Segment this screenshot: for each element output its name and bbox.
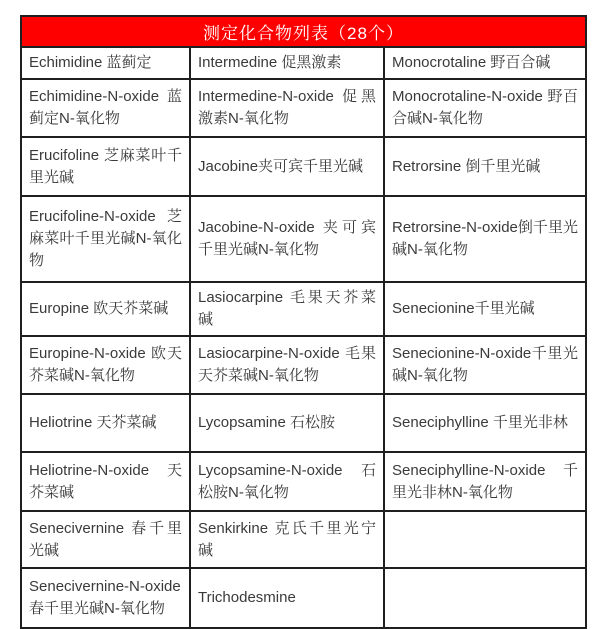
table-cell: Erucifoline 芝麻菜叶千里光碱 bbox=[21, 137, 190, 196]
table-cell: Senecionine-N-oxide千里光碱N-氧化物 bbox=[384, 336, 586, 394]
table-cell: Intermedine-N-oxide 促黑激素N-氧化物 bbox=[190, 79, 384, 137]
table-cell: Echimidine 蓝蓟定 bbox=[21, 47, 190, 79]
table-cell: Retrorsine-N-oxide倒千里光碱N-氧化物 bbox=[384, 196, 586, 282]
table-row bbox=[21, 137, 586, 196]
table-cell: Echimidine-N-oxide 蓝蓟定N-氧化物 bbox=[21, 79, 190, 137]
table-cell: Senecivernine 春千里光碱 bbox=[21, 511, 190, 568]
table-cell: Lasiocarpine-N-oxide 毛果天芥菜碱N-氧化物 bbox=[190, 336, 384, 394]
table-row bbox=[21, 511, 586, 568]
table-cell bbox=[384, 511, 586, 568]
table-cell: Seneciphylline 千里光非林 bbox=[384, 394, 586, 452]
table-cell: Monocrotaline 野百合碱 bbox=[384, 47, 586, 79]
table-cell: Retrorsine 倒千里光碱 bbox=[384, 137, 586, 196]
table-body bbox=[21, 47, 586, 628]
table-row bbox=[21, 79, 586, 137]
table-cell: Trichodesmine bbox=[190, 568, 384, 628]
table-row bbox=[21, 452, 586, 511]
table-cell: Intermedine 促黑激素 bbox=[190, 47, 384, 79]
table-cell: Jacobine夹可宾千里光碱 bbox=[190, 137, 384, 196]
table-cell: Lasiocarpine 毛果天芥菜碱 bbox=[190, 282, 384, 336]
table-cell: Senecionine千里光碱 bbox=[384, 282, 586, 336]
table-header-row bbox=[21, 16, 586, 47]
table-row bbox=[21, 282, 586, 336]
table-row bbox=[21, 568, 586, 628]
table-cell: Lycopsamine 石松胺 bbox=[190, 394, 384, 452]
table-cell: Heliotrine-N-oxide 天芥菜碱 bbox=[21, 452, 190, 511]
table-cell: Monocrotaline-N-oxide 野百合碱N-氧化物 bbox=[384, 79, 586, 137]
table-cell: Europine-N-oxide 欧天芥菜碱N-氧化物 bbox=[21, 336, 190, 394]
table-row bbox=[21, 196, 586, 282]
table-cell: Heliotrine 天芥菜碱 bbox=[21, 394, 190, 452]
table-row bbox=[21, 336, 586, 394]
table-title: 测定化合物列表（28个） bbox=[21, 16, 586, 47]
compound-table bbox=[20, 15, 587, 629]
table-cell: Senecivernine-N-oxide 春千里光碱N-氧化物 bbox=[21, 568, 190, 628]
table-row bbox=[21, 394, 586, 452]
table-cell: Jacobine-N-oxide 夹可宾千里光碱N-氧化物 bbox=[190, 196, 384, 282]
table-row bbox=[21, 47, 586, 79]
table-cell: Lycopsamine-N-oxide 石松胺N-氧化物 bbox=[190, 452, 384, 511]
table-cell: Erucifoline-N-oxide 芝麻菜叶千里光碱N-氧化物 bbox=[21, 196, 190, 282]
table-cell: Seneciphylline-N-oxide 千里光非林N-氧化物 bbox=[384, 452, 586, 511]
table-cell: Europine 欧天芥菜碱 bbox=[21, 282, 190, 336]
table-cell bbox=[384, 568, 586, 628]
table-cell: Senkirkine 克氏千里光宁碱 bbox=[190, 511, 384, 568]
